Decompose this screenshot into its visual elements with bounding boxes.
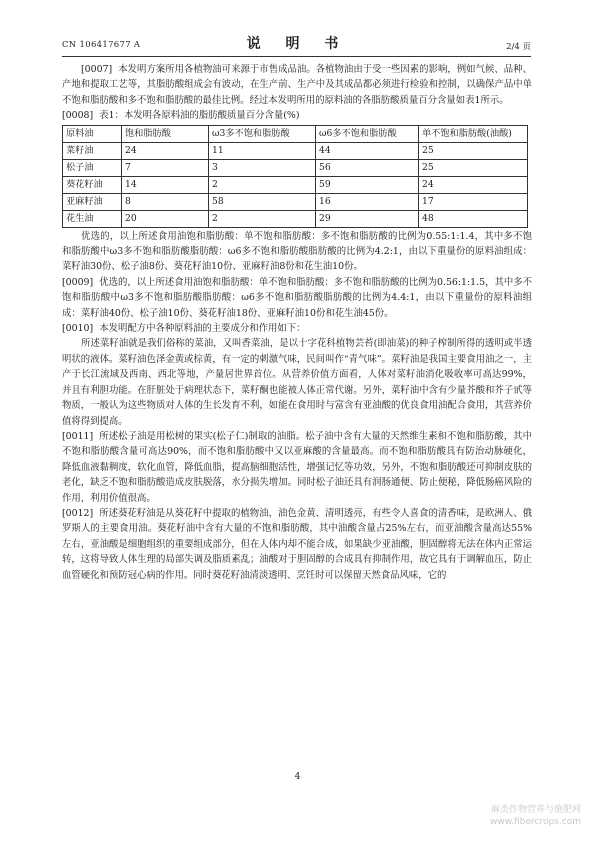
- para-text: 所述葵花籽油是从葵花籽中提取的植物油，油色金黄、清明透亮，有些令人喜食的清香味，是欧洲人、俄罗斯人的主要食用油。葵花籽油中含有大量的不饱和脂肪酸，其中油酸含量占25%左右，而亚油酸含量高达55%左右，亚油酸是细胞组织的重要组成部分，但在人体内却不能合成，如果缺少亚油酸，胆固醇将无法在体内正常运转，这将导致人体生理的局部失调及脂质素乱；油酸对于胆固醇的合成具有抑制作用，故它具有于调解血压，防止血管硬化和预防冠心病的作用。同时葵花籽油清淡透明、烹饪时可以保留天然食品风味，它的: [62, 507, 532, 581]
- table-cell: 8: [122, 193, 209, 210]
- para-number: [0007]: [81, 64, 113, 75]
- table-cell: 14: [122, 176, 209, 193]
- table-cell: 3: [209, 159, 316, 176]
- table-cell: 11: [209, 142, 316, 159]
- header-divider: [62, 56, 531, 57]
- para-number: [0009]: [62, 276, 94, 288]
- table-cell: 24: [419, 176, 528, 193]
- paragraph-0009: [62, 275, 532, 321]
- document-body: [62, 62, 532, 583]
- table-cell: 菜籽油: [63, 142, 122, 159]
- table-row: [63, 176, 528, 193]
- table-cell: 59: [316, 176, 419, 193]
- table-cell: 56: [316, 159, 419, 176]
- paragraph-0012: [62, 506, 532, 583]
- watermark: [490, 804, 581, 828]
- table-cell: 44: [316, 142, 419, 159]
- paragraph-0011: [62, 429, 532, 506]
- fatty-acid-table: [62, 125, 528, 228]
- table-cell: 2: [209, 176, 316, 193]
- table-header-cell: 单不饱和脂肪酸(油酸): [419, 125, 528, 142]
- paragraph-0010: [62, 321, 532, 336]
- table-cell: 48: [419, 210, 528, 227]
- page-title: 说 明 书: [246, 36, 349, 52]
- para-number: [0012]: [62, 507, 94, 519]
- paragraph-0007: [62, 62, 532, 108]
- caption-text: 表1：本发明各原料油的脂肪酸质量百分含量(%): [99, 110, 300, 122]
- para-number: [0011]: [62, 430, 94, 442]
- para-text: 优选的，以上所述食用油饱和脂肪酸：单不饱和脂肪酸：多不饱和脂肪酸的比例为0.56:1:1.5，其中多不饱和脂肪酸中ω3多不饱和脂肪酸脂肪酸：ω6多不饱和脂肪酸脂肪酸的比例为4.4:1，由以下重量份的原料油组成：菜籽油40份、松子油10份、葵花籽油18份、亚麻籽油10份和花生油45份。: [62, 276, 532, 319]
- table-cell: 7: [122, 159, 209, 176]
- table-cell: 17: [419, 193, 528, 210]
- para-number: [0008]: [62, 110, 94, 122]
- doc-number: CN 106417677 A: [62, 40, 141, 50]
- page-number: 4: [294, 772, 301, 782]
- table-header-row: [63, 125, 528, 142]
- table-cell: 20: [122, 210, 209, 227]
- para-text: 本发明方案所用各植物油可来源于市售成品油。各植物油由于受一些因素的影响，例如气候、品种、产地和提取工艺等，其脂肪酸组成会有波动，在生产前、生产中及其成品都必须进行检验和控制，以确保产品中单不饱和脂肪酸和多不饱和脂肪酸的最佳比例。经过本发明所用的原料油的各脂肪酸质量百分含量如表1所示。: [62, 64, 532, 106]
- table-cell: 2: [209, 210, 316, 227]
- table-caption: [62, 108, 532, 123]
- para-text: 所述松子油是用松树的果实(松子仁)制取的油脂。松子油中含有大量的天然维生素和不饱和脂肪酸，其中不饱和脂肪酸含量可高达90%，而不饱和脂肪酸中又以亚麻酸的含量最高。而不饱和脂肪酸具有防治动脉硬化，降低血液黏稠度，软化血管，降低血脂，提高脑细胞活性，增强记忆等功效，另外，不饱和脂肪酸还可抑制皮肤的老化，缺乏不饱和脂肪酸造成皮肤脱落，水分损失增加。同时松子油还具有润肠通便、防止便秘，降低肠癌风险的作用，利用价值很高。: [62, 430, 532, 504]
- table-header-cell: 原料油: [63, 125, 122, 142]
- table-cell: 松子油: [63, 159, 122, 176]
- page-info: 2/4 页: [506, 42, 531, 52]
- table-cell: 25: [419, 159, 528, 176]
- table-cell: 葵花籽油: [63, 176, 122, 193]
- table-cell: 亚麻籽油: [63, 193, 122, 210]
- para-number: [0010]: [62, 323, 94, 335]
- table-cell: 29: [316, 210, 419, 227]
- table-cell: 25: [419, 142, 528, 159]
- table-cell: 花生油: [63, 210, 122, 227]
- table-row: [63, 159, 528, 176]
- watermark-line: 麻类作物营养与施肥网: [490, 805, 581, 815]
- table-cell: 58: [209, 193, 316, 210]
- table-cell: 24: [122, 142, 209, 159]
- paragraph-rapeseed: 所述菜籽油就是我们俗称的菜油，又叫香菜油，是以十字花科植物芸苔(即油菜)的种子榨制所得的透明或半透明状的液体。菜籽油色泽金黄或棕黄，有一定的刺激气味，民间叫作“青气味”。菜籽油是我国主要食用油之一，主产于长江流域及西南、西北等地，产量居世界首位。从营养价值方面看，人体对菜籽油消化吸收率可高达99%，并且有利胆功能。在肝脏处于病理状态下，菜籽酮也能被人体正常代谢。另外，菜籽油中含有少量芥酸和芥子甙等物质，一般认为这些物质对人体的生长发育不利，如能在食用时与富含有亚油酸的优良食用油配合食用，其营养价值将得到提高。: [62, 338, 532, 427]
- table-header-cell: ω3多不饱和脂肪酸: [209, 125, 316, 142]
- table-header-cell: 饱和脂肪酸: [122, 125, 209, 142]
- para-text: 本发明配方中各种原料油的主要成分和作用如下：: [99, 323, 306, 335]
- table-row: [63, 210, 528, 227]
- table-header-cell: ω6多不饱和脂肪酸: [316, 125, 419, 142]
- table-row: [63, 193, 528, 210]
- paragraph-preferred-1: 优选的，以上所述食用油饱和脂肪酸：单不饱和脂肪酸：多不饱和脂肪酸的比例为0.55:1:1.4，其中多不饱和脂肪酸中ω3多不饱和脂肪酸脂肪酸：ω6多不饱和脂肪酸脂肪酸的比例为4.2:1，由以下重量份的原料油组成：菜籽油30份、松子油8份、葵花籽油10份、亚麻籽油8份和花生油10份。: [62, 230, 532, 273]
- watermark-line: www.fibercrops.com: [490, 817, 581, 827]
- table-row: [63, 142, 528, 159]
- table-cell: 16: [316, 193, 419, 210]
